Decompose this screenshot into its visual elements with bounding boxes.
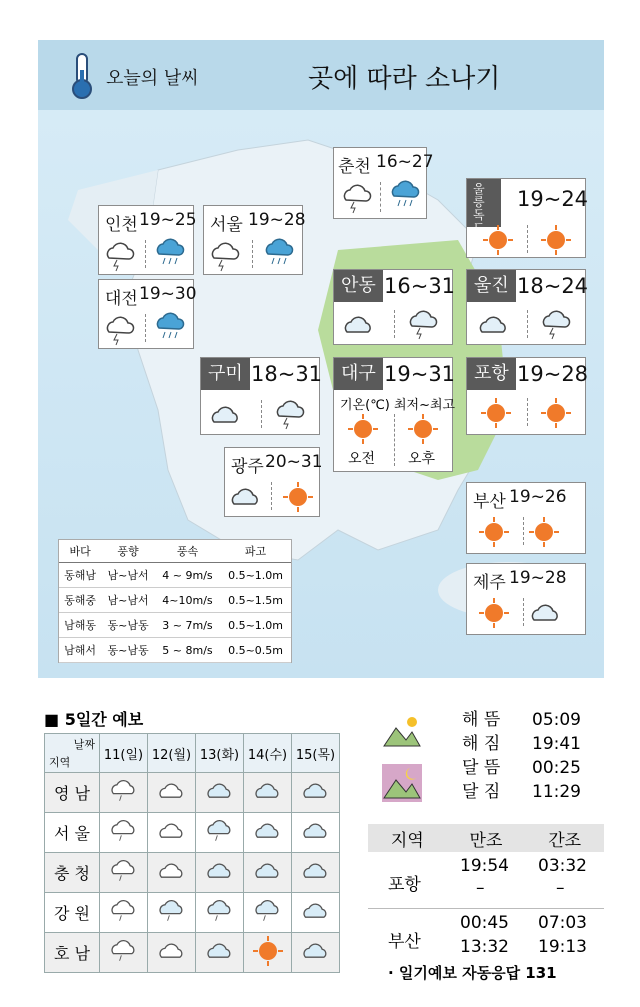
city-card-gumi <box>200 357 323 435</box>
city-tag: 울진 <box>467 270 516 302</box>
forecast-day: 14(수) <box>244 734 292 773</box>
sea-cell: 동~남동 <box>101 613 155 638</box>
forecast-region: 영 남 <box>45 773 100 813</box>
forecast-day: 15(목) <box>292 734 340 773</box>
cloud-icon <box>342 308 376 342</box>
tide-low: 03:32 <box>538 856 587 876</box>
tide-header: 지역 <box>390 830 424 851</box>
cloud-rain-icon <box>262 236 296 270</box>
city-range: 16~31 <box>384 274 456 298</box>
city-range: 19~28 <box>517 362 589 386</box>
cloud-icon <box>529 596 563 630</box>
sun-moon-times <box>462 708 581 804</box>
city-card-daegu <box>333 357 456 472</box>
tide-header: 만조 <box>469 830 503 851</box>
cloud-lightning-icon <box>208 238 242 272</box>
partly-cloudy-icon <box>292 813 340 853</box>
partly-cloudy-rain-icon <box>148 893 196 933</box>
forecast-region: 충 청 <box>45 853 100 893</box>
city-card-busan <box>466 482 586 554</box>
table-row <box>45 893 340 933</box>
partly-cloudy-rain-icon <box>244 893 292 933</box>
cloud-rain-icon <box>100 933 148 973</box>
city-card-incheon <box>98 205 197 275</box>
city-range: 18~24 <box>517 274 589 298</box>
sea-cell: 3 ~ 7m/s <box>155 613 220 638</box>
cloud-icon <box>477 308 511 342</box>
sun-icon <box>527 515 561 549</box>
tide-region: 포항 <box>388 875 421 895</box>
cloud-rain-icon <box>100 813 148 853</box>
sea-cell: 0.5~1.0m <box>220 613 291 638</box>
moonset-time: 11:29 <box>532 782 581 802</box>
table-row <box>45 813 340 853</box>
city-card-ulleung <box>466 178 589 258</box>
sea-conditions-table <box>58 539 292 663</box>
moonrise-time: 00:25 <box>532 758 581 778</box>
city-tag: 대구 <box>334 358 383 390</box>
city-range: 19~24 <box>517 187 589 211</box>
thermometer-icon <box>68 52 96 100</box>
tide-high: 00:45 <box>460 913 509 933</box>
cloud-lightning-icon <box>539 306 573 340</box>
city-card-pohang <box>466 357 589 435</box>
city-card-daejeon <box>98 279 197 349</box>
moonset-label: 달 짐 <box>462 782 501 802</box>
sea-cell: 동해중 <box>59 588 101 613</box>
moonrise-label: 달 뜸 <box>462 758 501 778</box>
tide-high: – <box>476 878 485 898</box>
cloud-icon <box>148 773 196 813</box>
tide-region: 부산 <box>388 932 421 952</box>
sunset-label: 해 짐 <box>462 734 501 754</box>
city-name: 대전 <box>105 289 138 309</box>
city-range: 16~27 <box>376 152 434 172</box>
sea-cell: 0.5~0.5m <box>220 638 291 663</box>
sea-header: 풍속 <box>155 540 220 563</box>
sunset-time: 19:41 <box>532 734 581 754</box>
partly-cloudy-icon <box>244 853 292 893</box>
partly-cloudy-icon <box>196 933 244 973</box>
sea-cell: 동~남동 <box>101 638 155 663</box>
city-name: 춘천 <box>338 157 371 177</box>
cloud-icon <box>148 853 196 893</box>
footer-hotline: · 일기예보 자동응답 131 <box>388 964 557 982</box>
partly-cloudy-icon <box>196 853 244 893</box>
city-card-andong <box>333 269 456 345</box>
forecast-day: 12(월) <box>148 734 196 773</box>
partly-cloudy-icon <box>244 773 292 813</box>
city-name: 광주 <box>231 457 264 477</box>
partly-cloudy-icon <box>292 773 340 813</box>
city-tag: 안동 <box>334 270 383 302</box>
sunrise-label: 해 뜸 <box>462 710 501 730</box>
sunrise-icon <box>382 712 422 750</box>
sun-icon <box>281 480 315 514</box>
city-tag: 포항 <box>467 358 516 390</box>
city-card-seoul <box>203 205 306 275</box>
city-card-jeju <box>466 563 586 635</box>
table-row <box>45 853 340 893</box>
header-left-title: 오늘의 날씨 <box>106 68 199 89</box>
tide-table <box>368 824 604 965</box>
cloud-lightning-icon <box>273 396 307 430</box>
forecast-region: 호 남 <box>45 933 100 973</box>
forecast-day: 13(화) <box>196 734 244 773</box>
partly-cloudy-icon <box>292 853 340 893</box>
city-card-uljin <box>466 269 589 345</box>
cloud-icon <box>148 933 196 973</box>
forecast-day: 11(일) <box>100 734 148 773</box>
cloud-rain-icon <box>153 236 187 270</box>
five-day-forecast-table <box>44 733 340 973</box>
partly-cloudy-rain-icon <box>196 813 244 853</box>
sea-cell: 5 ~ 8m/s <box>155 638 220 663</box>
sea-cell: 남~남서 <box>101 588 155 613</box>
cloud-icon <box>229 480 263 514</box>
sea-cell: 동해남 <box>59 563 101 588</box>
header-main-title: 곳에 따라 소나기 <box>308 64 501 94</box>
sea-header: 바다 <box>59 540 101 563</box>
tide-low: 07:03 <box>538 913 587 933</box>
cloud-icon <box>209 398 243 432</box>
table-row <box>45 933 340 973</box>
tide-low: 19:13 <box>538 937 587 957</box>
cloud-lightning-icon <box>103 238 137 272</box>
table-row <box>45 773 340 813</box>
sea-cell: 4~10m/s <box>155 588 220 613</box>
table-row <box>59 613 291 638</box>
sea-cell: 남~남서 <box>101 563 155 588</box>
cloud-rain-icon <box>153 310 187 344</box>
tide-high: 19:54 <box>460 856 509 876</box>
table-row <box>59 563 291 588</box>
tide-high: 13:32 <box>460 937 509 957</box>
am-label: 오전 <box>348 451 376 467</box>
city-range: 19~28 <box>509 568 567 588</box>
forecast-title: ■ 5일간 예보 <box>44 710 144 729</box>
sun-icon <box>539 223 573 257</box>
tide-low: – <box>556 878 565 898</box>
partly-cloudy-rain-icon <box>196 893 244 933</box>
sunrise-time: 05:09 <box>532 710 581 730</box>
table-row <box>59 638 291 663</box>
moonrise-icon <box>382 764 422 802</box>
sea-cell: 0.5~1.5m <box>220 588 291 613</box>
header-bar <box>38 40 604 110</box>
partly-cloudy-icon <box>244 813 292 853</box>
temp-legend: 기온(℃) 최저~최고 <box>340 398 456 413</box>
cloud-rain-icon <box>100 893 148 933</box>
city-range: 19~28 <box>248 210 306 230</box>
forecast-region: 강 원 <box>45 893 100 933</box>
city-name: 서울 <box>210 215 243 235</box>
city-range: 18~31 <box>251 362 323 386</box>
tide-row <box>368 852 604 909</box>
city-range: 19~25 <box>139 210 197 230</box>
sun-icon <box>244 933 292 973</box>
city-range: 19~31 <box>384 362 456 386</box>
city-card-gwangju <box>224 447 323 517</box>
sun-icon <box>479 396 513 430</box>
city-name: 인천 <box>105 215 138 235</box>
tide-row <box>368 909 604 965</box>
city-range: 19~30 <box>139 284 197 304</box>
sea-cell: 남해동 <box>59 613 101 638</box>
city-name: 제주 <box>473 573 506 593</box>
city-range: 19~26 <box>509 487 567 507</box>
partly-cloudy-icon <box>196 773 244 813</box>
city-name: 부산 <box>473 492 506 512</box>
forecast-region: 서 울 <box>45 813 100 853</box>
tide-header: 간조 <box>548 830 582 851</box>
cloud-rain-icon <box>100 853 148 893</box>
sea-cell: 0.5~1.0m <box>220 563 291 588</box>
sea-header: 파고 <box>220 540 291 563</box>
pm-label: 오후 <box>408 451 436 467</box>
sun-icon <box>346 412 380 446</box>
cloud-rain-icon <box>388 178 422 212</box>
sea-header: 풍향 <box>101 540 155 563</box>
cloud-lightning-icon <box>340 180 374 214</box>
sea-cell: 남해서 <box>59 638 101 663</box>
table-row <box>59 588 291 613</box>
sun-icon <box>477 596 511 630</box>
city-tag: 울릉 독도 <box>467 179 501 227</box>
partly-cloudy-icon <box>292 893 340 933</box>
city-tag: 구미 <box>201 358 250 390</box>
cloud-lightning-icon <box>103 312 137 346</box>
sun-icon <box>477 515 511 549</box>
cloud-rain-icon <box>100 773 148 813</box>
sea-cell: 4 ~ 9m/s <box>155 563 220 588</box>
forecast-corner <box>45 734 100 773</box>
city-card-chuncheon <box>333 147 434 219</box>
cloud-icon <box>148 813 196 853</box>
cloud-lightning-icon <box>406 306 440 340</box>
sun-icon <box>481 223 515 257</box>
corner-region-label: 지역 <box>49 756 71 769</box>
sun-icon <box>539 396 573 430</box>
city-range: 20~31 <box>265 452 323 472</box>
corner-date-label: 날짜 <box>73 738 95 751</box>
partly-cloudy-icon <box>292 933 340 973</box>
sun-icon <box>406 412 440 446</box>
